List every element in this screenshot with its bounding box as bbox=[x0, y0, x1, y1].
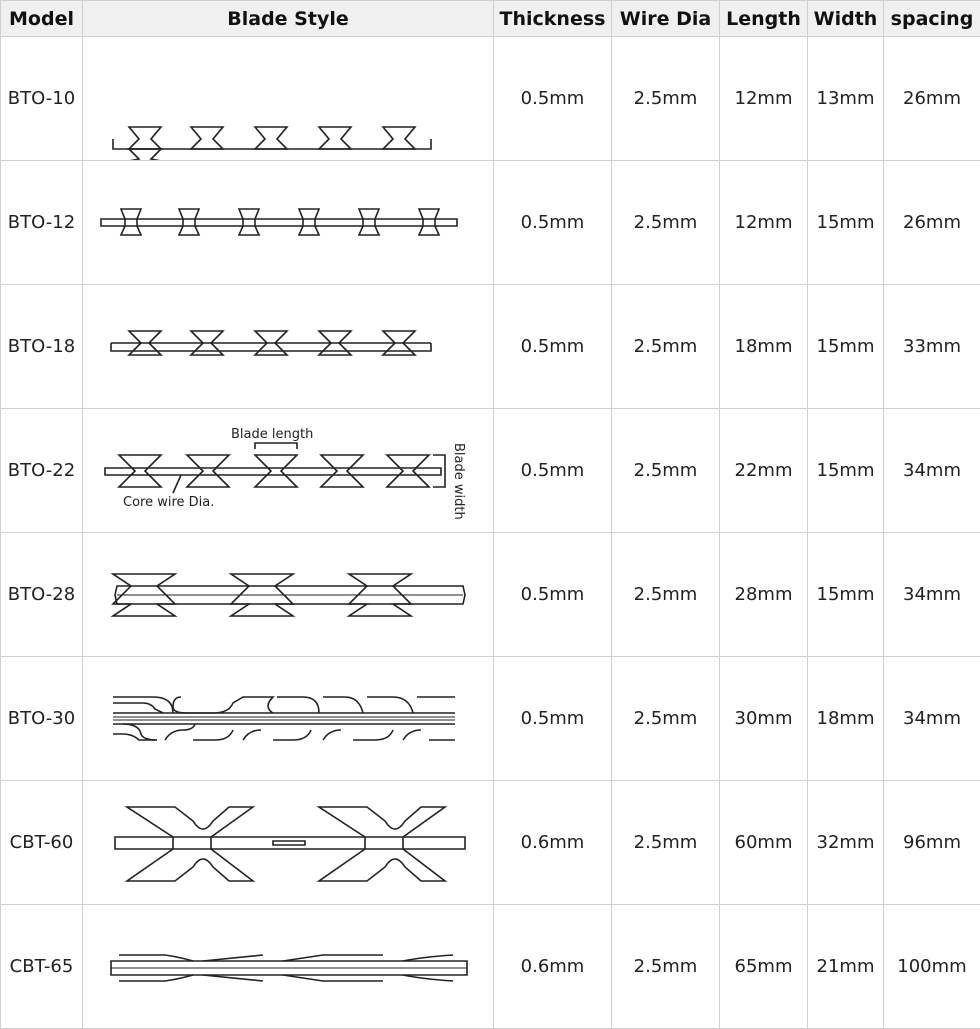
model-cell: BTO-12 bbox=[1, 161, 83, 285]
width-cell: 13mm bbox=[808, 37, 884, 161]
width-cell: 15mm bbox=[808, 161, 884, 285]
table-row bbox=[1, 285, 980, 409]
wire-dia-cell: 2.5mm bbox=[612, 161, 720, 285]
wire-dia-cell: 2.5mm bbox=[612, 285, 720, 409]
bto-18-blade-drawing bbox=[83, 285, 494, 408]
header-length: Length bbox=[720, 1, 808, 37]
model-cell: CBT-60 bbox=[1, 781, 83, 905]
spacing-cell: 34mm bbox=[884, 657, 980, 781]
width-cell: 15mm bbox=[808, 533, 884, 657]
blade-style-cell bbox=[83, 905, 494, 1029]
spacing-cell: 96mm bbox=[884, 781, 980, 905]
wire-dia-cell: 2.5mm bbox=[612, 905, 720, 1029]
spacing-cell: 26mm bbox=[884, 161, 980, 285]
width-cell: 32mm bbox=[808, 781, 884, 905]
table-row bbox=[1, 657, 980, 781]
bto-22-blade-drawing bbox=[83, 409, 494, 532]
wire-dia-cell: 2.5mm bbox=[612, 37, 720, 161]
header-spacing: spacing bbox=[884, 1, 980, 37]
table-row bbox=[1, 905, 980, 1029]
spacing-cell: 33mm bbox=[884, 285, 980, 409]
spacing-cell: 34mm bbox=[884, 533, 980, 657]
blade-style-cell bbox=[83, 781, 494, 905]
bto-12-blade-drawing bbox=[83, 161, 494, 284]
length-cell: 18mm bbox=[720, 285, 808, 409]
blade-style-cell bbox=[83, 533, 494, 657]
length-cell: 30mm bbox=[720, 657, 808, 781]
width-cell: 15mm bbox=[808, 285, 884, 409]
length-cell: 28mm bbox=[720, 533, 808, 657]
table-row bbox=[1, 161, 980, 285]
cbt-60-blade-drawing bbox=[83, 781, 494, 904]
model-cell: BTO-10 bbox=[1, 37, 83, 161]
length-cell: 60mm bbox=[720, 781, 808, 905]
thickness-cell: 0.5mm bbox=[494, 161, 612, 285]
model-cell: BTO-22 bbox=[1, 409, 83, 533]
wire-dia-cell: 2.5mm bbox=[612, 409, 720, 533]
spacing-cell: 26mm bbox=[884, 37, 980, 161]
model-cell: CBT-65 bbox=[1, 905, 83, 1029]
width-cell: 21mm bbox=[808, 905, 884, 1029]
header-blade-style: Blade Style bbox=[83, 1, 494, 37]
length-cell: 12mm bbox=[720, 161, 808, 285]
width-cell: 18mm bbox=[808, 657, 884, 781]
thickness-cell: 0.5mm bbox=[494, 285, 612, 409]
length-cell: 22mm bbox=[720, 409, 808, 533]
core-wire-dia-label: Core wire Dia. bbox=[123, 495, 214, 510]
header-row bbox=[1, 1, 980, 37]
header-wire-dia: Wire Dia bbox=[612, 1, 720, 37]
length-cell: 12mm bbox=[720, 37, 808, 161]
blade-style-cell bbox=[83, 285, 494, 409]
blade-style-cell bbox=[83, 409, 494, 533]
wire-dia-cell: 2.5mm bbox=[612, 657, 720, 781]
thickness-cell: 0.6mm bbox=[494, 781, 612, 905]
table-row bbox=[1, 37, 980, 161]
model-cell: BTO-28 bbox=[1, 533, 83, 657]
spacing-cell: 100mm bbox=[884, 905, 980, 1029]
thickness-cell: 0.5mm bbox=[494, 37, 612, 161]
blade-style-cell bbox=[83, 37, 494, 161]
table-row bbox=[1, 533, 980, 657]
width-cell: 15mm bbox=[808, 409, 884, 533]
model-cell: BTO-18 bbox=[1, 285, 83, 409]
blade-style-cell bbox=[83, 161, 494, 285]
header-thickness: Thickness bbox=[494, 1, 612, 37]
thickness-cell: 0.5mm bbox=[494, 409, 612, 533]
table-row bbox=[1, 409, 980, 533]
thickness-cell: 0.6mm bbox=[494, 905, 612, 1029]
wire-dia-cell: 2.5mm bbox=[612, 781, 720, 905]
wire-dia-cell: 2.5mm bbox=[612, 533, 720, 657]
model-cell: BTO-30 bbox=[1, 657, 83, 781]
thickness-cell: 0.5mm bbox=[494, 533, 612, 657]
cbt-65-blade-drawing bbox=[83, 905, 494, 1028]
spacing-cell: 34mm bbox=[884, 409, 980, 533]
blade-width-label: Blade width bbox=[451, 443, 466, 520]
header-width: Width bbox=[808, 1, 884, 37]
blade-length-label: Blade length bbox=[231, 427, 313, 442]
bto-30-blade-drawing bbox=[83, 657, 494, 780]
bto-28-blade-drawing bbox=[83, 533, 494, 656]
blade-style-cell bbox=[83, 657, 494, 781]
thickness-cell: 0.5mm bbox=[494, 657, 612, 781]
table-row bbox=[1, 781, 980, 905]
bto-10-blade-drawing bbox=[83, 37, 494, 160]
length-cell: 65mm bbox=[720, 905, 808, 1029]
header-model: Model bbox=[1, 1, 83, 37]
